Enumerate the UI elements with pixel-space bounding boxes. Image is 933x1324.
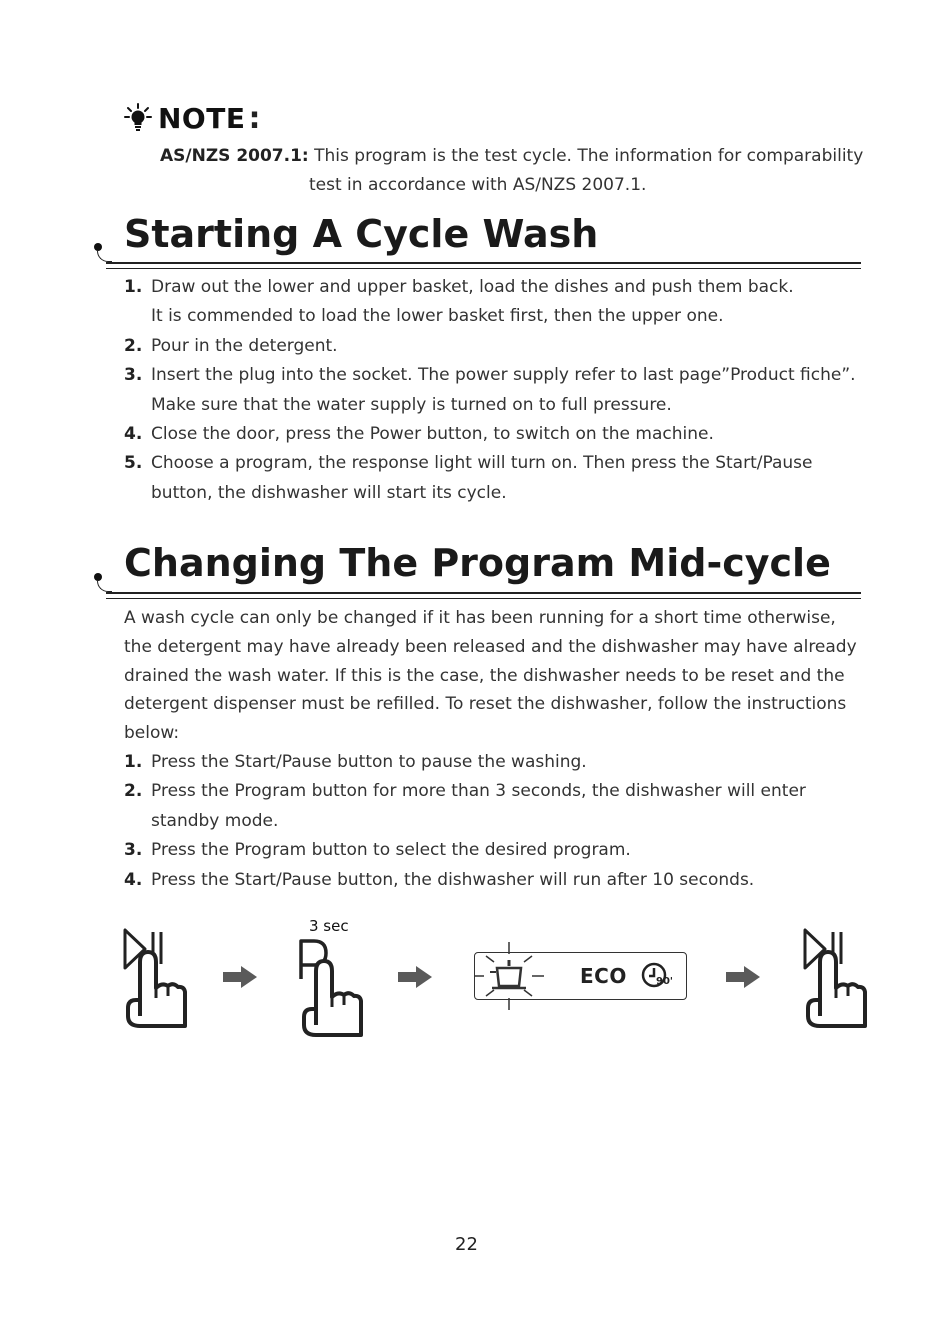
step-text: Press the Program button for more than 3 seconds, the dishwasher will enter (151, 781, 806, 802)
heading-rule-curve (97, 581, 112, 592)
arrow-right-icon (398, 966, 432, 988)
list-item (124, 449, 869, 508)
changing-program-steps (124, 748, 869, 895)
section-title-changing-program: Changing The Program Mid-cycle (124, 541, 831, 585)
heading-rule-curve (97, 251, 112, 262)
clock-duration-label: 90' (656, 976, 673, 987)
hold-duration-label: 3 sec (309, 917, 349, 935)
starting-cycle-steps (124, 273, 869, 508)
step-text: standby mode. (151, 810, 279, 831)
step-number: 1. (124, 752, 143, 772)
section-bullet-dot (94, 243, 102, 251)
step-number: 3. (124, 840, 143, 861)
list-item (124, 748, 869, 777)
note-label: AS/NZS 2007.1: (160, 146, 309, 166)
step-number: 2. (124, 335, 143, 356)
list-item (124, 273, 869, 332)
step-text: Close the door, press the Power button, to switch on the machine. (151, 424, 714, 445)
step-text: It is commended to load the lower basket first, then the upper one. (151, 306, 724, 327)
step-number: 4. (124, 424, 143, 445)
list-item (124, 866, 869, 895)
start-pause-press-icon (798, 926, 870, 1030)
step-text: Choose a program, the response light will turn on. Then press the Start/Pause (151, 453, 813, 474)
intro-line: detergent dispenser must be refilled. To reset the dishwasher, follow the instructions (124, 694, 847, 715)
heading-rule (106, 592, 861, 594)
section-bullet-dot (94, 573, 102, 581)
step-text: Draw out the lower and upper basket, load the dishes and push them back. (151, 277, 794, 297)
note-text-line1: This program is the test cycle. The information for comparability (314, 146, 864, 166)
heading-rule-thin (106, 268, 861, 269)
list-item (124, 836, 869, 865)
step-text: Press the Start/Pause button to pause the washing. (151, 752, 587, 772)
intro-line: below: (124, 723, 180, 744)
page-number: 22 (455, 1234, 478, 1255)
heading-rule (106, 262, 861, 264)
list-item (124, 777, 869, 836)
list-item (124, 361, 869, 420)
program-hold-icon (294, 935, 366, 1039)
note-text-line2: test in accordance with AS/NZS 2007.1. (309, 175, 647, 195)
flashing-program-icon (474, 940, 544, 1012)
intro-line: A wash cycle can only be changed if it has been running for a short time otherwise, (124, 608, 836, 628)
step-text: Make sure that the water supply is turned on to full pressure. (151, 394, 672, 415)
note-heading (124, 100, 260, 136)
arrow-right-icon (726, 966, 760, 988)
step-text: Pour in the detergent. (151, 335, 338, 356)
start-pause-press-icon (118, 926, 190, 1030)
step-number: 5. (124, 453, 143, 474)
intro-line: drained the wash water. If this is the case, the dishwasher needs to be reset and the (124, 665, 845, 686)
step-text: Insert the plug into the socket. The power supply refer to last page”Product fiche”. (151, 365, 856, 386)
step-number: 4. (124, 869, 143, 890)
heading-rule-thin (106, 598, 861, 599)
step-text: Press the Start/Pause button, the dishwasher will run after 10 seconds. (151, 869, 755, 890)
arrow-right-icon (223, 966, 257, 988)
list-item (124, 332, 869, 361)
step-number: 1. (124, 277, 143, 297)
step-text: Press the Program button to select the desired program. (151, 840, 631, 861)
lightbulb-icon (124, 103, 152, 133)
section-title-starting-cycle: Starting A Cycle Wash (124, 212, 599, 256)
step-text: button, the dishwasher will start its cycle. (151, 482, 507, 503)
intro-line: the detergent may have already been released and the dishwasher may have already (124, 636, 857, 657)
note-colon: : (248, 100, 261, 136)
note-title: NOTE (158, 101, 246, 135)
step-number: 2. (124, 781, 143, 802)
list-item (124, 420, 869, 449)
eco-label: ECO (580, 964, 627, 988)
note-body (160, 142, 880, 200)
step-number: 3. (124, 365, 143, 386)
changing-program-intro (124, 604, 859, 748)
